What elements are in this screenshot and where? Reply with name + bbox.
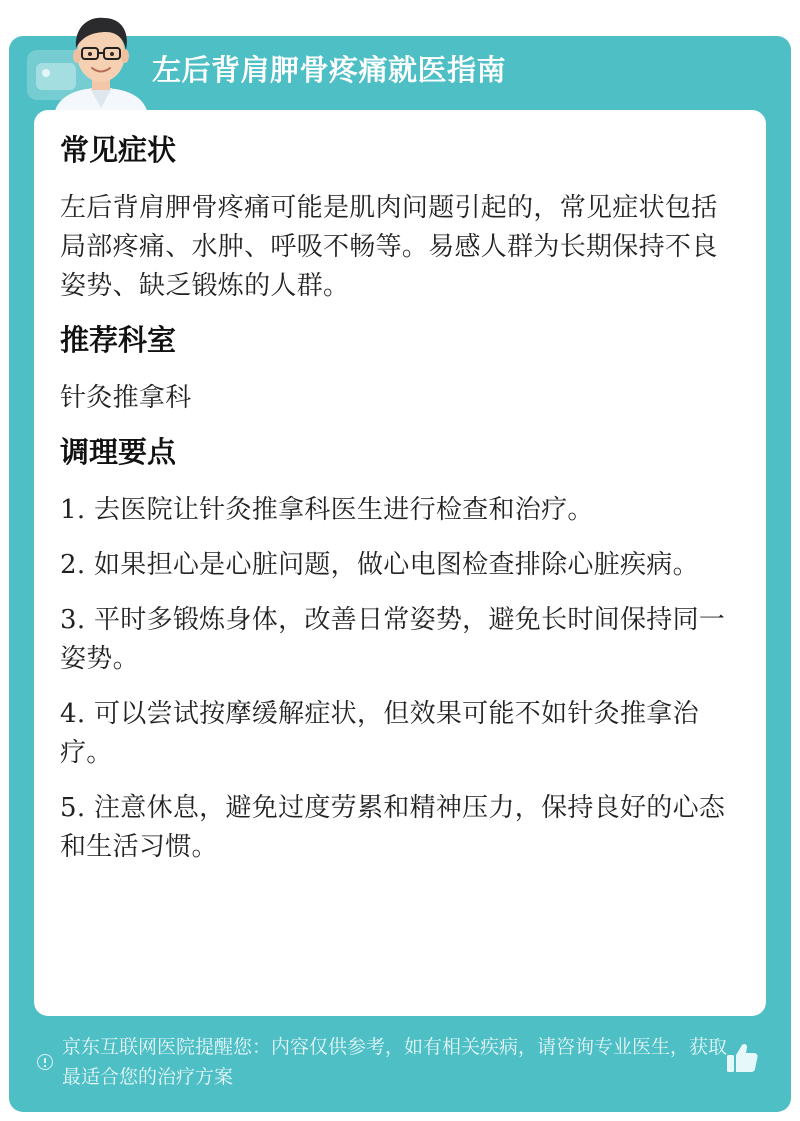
list-item: [60, 491, 730, 530]
list-item-text: 如果担心是心脏问题，做心电图检查排除心脏疾病。: [85, 550, 699, 580]
thumbs-up-icon[interactable]: [724, 1040, 760, 1076]
care-heading: 调理要点: [60, 435, 177, 469]
footer-notice: 京东互联网医院提醒您：内容仅供参考，如有相关疾病，请咨询专业医生，获取最适合您的治疗方案: [62, 1036, 728, 1088]
list-item-text: 平时多锻炼身体，改善日常姿势，避免长时间保持同一姿势。: [60, 605, 726, 674]
symptoms-heading: 常见症状: [60, 133, 177, 167]
symptoms-text: 左后背肩胛骨疼痛可能是肌肉问题引起的，常见症状包括局部疼痛、水肿、呼吸不畅等。易感人群为长期保持不良姿势、缺乏锻炼的人群。: [60, 193, 718, 301]
list-item-number: 1.: [60, 495, 86, 525]
list-item-number: 5.: [60, 793, 86, 823]
department-heading: 推荐科室: [60, 323, 177, 357]
list-item: [60, 789, 730, 867]
list-item-number: 4.: [60, 699, 86, 729]
content-area: [60, 130, 730, 883]
department-text: 针灸推拿科: [60, 383, 192, 413]
list-item-text: 注意休息，避免过度劳累和精神压力，保持良好的心态和生活习惯。: [60, 793, 726, 862]
page-title: 左后背肩胛骨疼痛就医指南: [152, 53, 507, 87]
list-item-number: 3.: [60, 605, 86, 635]
list-item-text: 可以尝试按摩缓解症状，但效果可能不如针灸推拿治疗。: [60, 699, 699, 768]
list-item: [60, 695, 730, 773]
list-item: [60, 546, 730, 585]
list-item-text: 去医院让针灸推拿科医生进行检查和治疗。: [85, 495, 594, 525]
doctor-avatar: [46, 8, 156, 114]
info-icon: [37, 1054, 53, 1070]
list-item-number: 2.: [60, 550, 86, 580]
list-item: [60, 601, 730, 679]
